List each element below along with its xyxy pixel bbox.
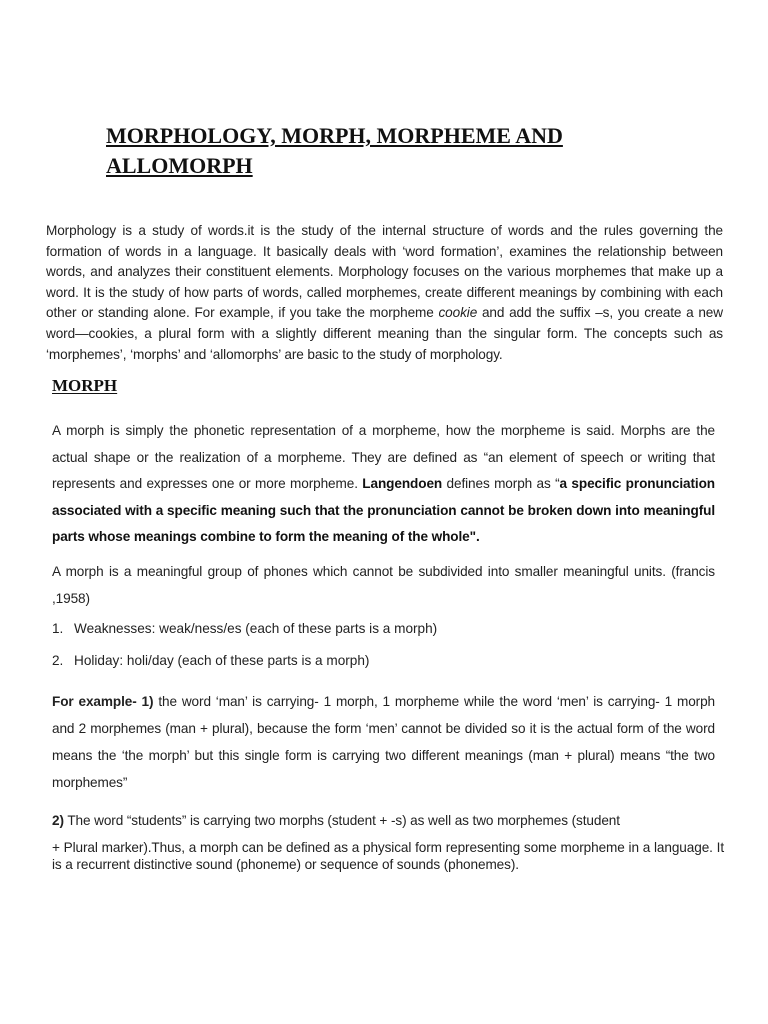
example-one-paragraph <box>52 688 715 796</box>
example-two-label: 2) <box>52 813 64 828</box>
list-text: Weaknesses: weak/ness/es (each of these parts is a morph) <box>74 621 438 636</box>
intro-paragraph <box>46 221 723 365</box>
example-two-text: The word “students” is carrying two morphs (student + -s) as well as two morphemes (student <box>63 813 620 828</box>
example-two-paragraph <box>52 811 715 831</box>
document-title: MORPHOLOGY, MORPH, MORPHEME AND ALLOMORPH <box>106 123 563 178</box>
list-number: 1. <box>52 621 64 636</box>
morph-heading: MORPH <box>52 376 118 395</box>
morph-examples-list <box>52 619 437 683</box>
list-item <box>52 651 437 683</box>
morph-definition-quote: a specific pronunciation associated with a specific meaning such that the pronunciation cannot be broken down into meaningful parts whose meanings combine to form the meaning of the whole". <box>52 476 715 544</box>
morph-paragraph <box>52 418 715 551</box>
example-one-label: For example- 1) <box>52 694 154 709</box>
list-number: 2. <box>52 653 64 668</box>
example-one-text: the word ‘man’ is carrying- 1 morph, 1 morpheme while the word ‘men’ is carrying- 1 morph and 2 morphemes (man + plural), because the form ‘men’ cannot be divided so it is the actual form of the word means the ‘the morph’ but this single form is carrying two different meanings (man + plural) means “the two morphemes” <box>52 694 715 790</box>
intro-text-start: Morphology is a study of words.it is the study of the internal structure of words and the rules governing the formation of words in a language. It basically deals with ‘word formation’, examines the relationship between words, and analyzes their constituent elements. Morphology focuses on the various morphemes that make up a word. It is the study of how parts of words, called morphemes, create different meanings by combining with each other or standing alone. For example, if you take the morpheme <box>46 223 723 321</box>
author-name: Langendoen <box>362 476 443 491</box>
intro-italic-word: cookie <box>438 305 478 321</box>
conclusion-paragraph: + Plural marker).Thus, a morph can be defined as a physical form representing some morpheme in a language. It is a recurrent distinctive sound (phoneme) or sequence of sounds (phonemes). <box>52 840 724 872</box>
list-text: Holiday: holi/day (each of these parts is a morph) <box>74 653 370 668</box>
morph-definition-paragraph: A morph is a meaningful group of phones which cannot be subdivided into smaller meaningful units. (francis ,1958) <box>52 564 715 606</box>
morph-para-mid: defines morph as “ <box>442 476 560 491</box>
morph-para-start: A morph is simply the phonetic representation of a morpheme, how the morpheme is said. Morphs are the actual shape or the realization of a morpheme. They are defined as “an element of speech or writing that represents and expresses one or more morpheme. <box>52 423 715 491</box>
list-item <box>52 619 437 651</box>
intro-text-end: and add the suffix –s, you create a new word—cookies, a plural form with a slightly different meaning than the singular form. The concepts such as ‘morphemes’, ‘morphs’ and ‘allomorphs’ are basic to the study of morphology. <box>46 305 723 362</box>
